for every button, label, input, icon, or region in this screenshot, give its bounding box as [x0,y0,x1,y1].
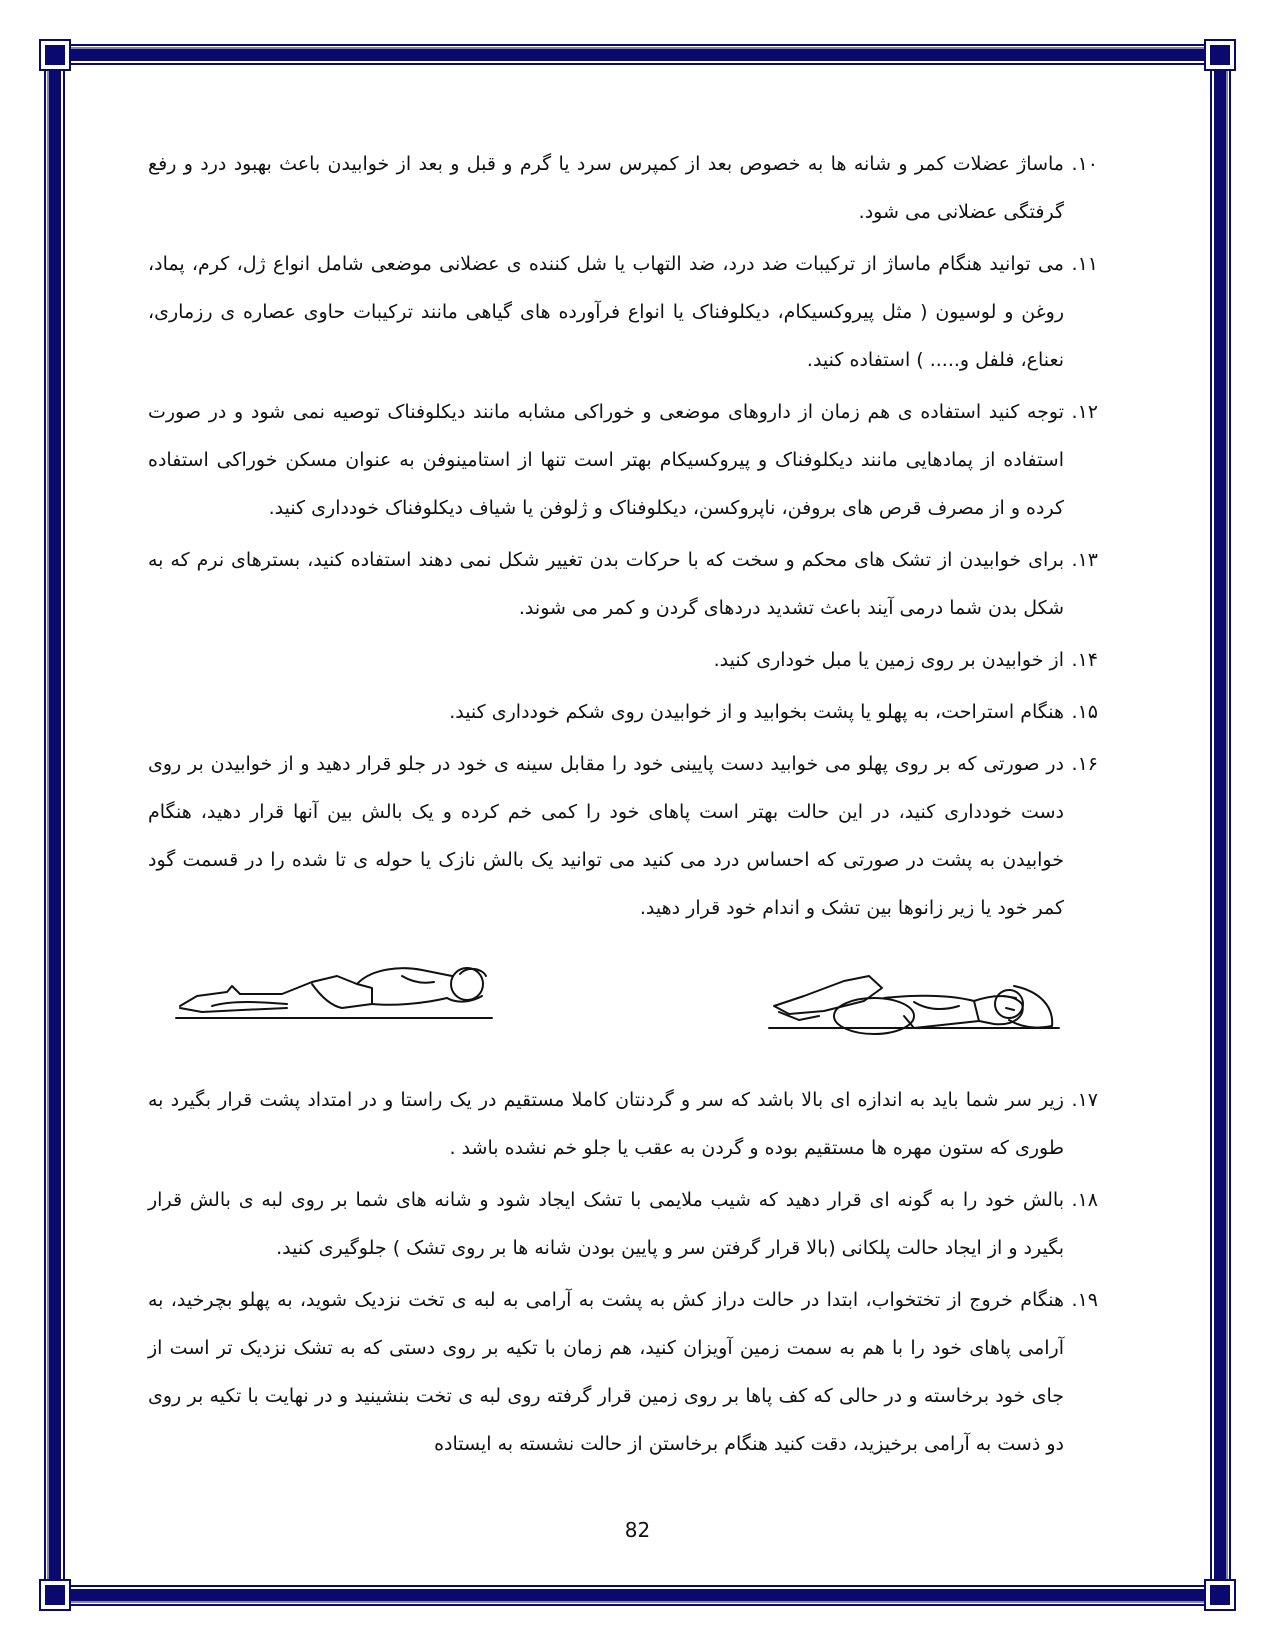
list-number: ۱۳. [1071,549,1098,571]
numbered-list-top [148,140,1098,932]
list-item-17 [148,1076,1098,1172]
page-content [148,140,1098,1472]
list-text: از خوابیدن بر روی زمین یا مبل خوداری کنید. [713,649,1064,671]
list-text: توجه کنید استفاده ی هم زمان از داروهای موضعی و خوراکی مشابه مانند دیکلوفناک توصیه نمی شود و در صورت استفاده از پمادهایی مانند دیکلوفناک و پیروکسیکام بهتر است تنها از استامینوفن به عنوان مسکن خوراکی استفاده کرده و از مصرف قرص های بروفن، ناپروکسن، دیکلوفناک و ژلوفن یا شیاف دیکلوفناک خودداری کنید. [148,401,1064,519]
list-number: ۱۶. [1071,753,1098,775]
list-text: در صورتی که بر روی پهلو می خوابید دست پایینی خود را مقابل سینه ی خود در جلو قرار دهید و از خوابیدن بر روی دست خودداری کنید، در این حالت بهتر است پاهای خود را کمی خم کرده و یک بالش بین آنها قرار دهید، هنگام خوابیدن به پشت در صورتی که احساس درد می کنید می توانید یک بالش نازک یا حوله ی تا شده را در قسمت گود کمر خود یا زیر زانوها بین تشک و اندام خود قرار دهید. [148,753,1064,919]
corner-ornament-bottom-left [40,1580,70,1610]
list-item-19 [148,1276,1098,1468]
list-text: ماساژ عضلات کمر و شانه ها به خصوص بعد از کمپرس سرد یا گرم و قبل و بعد از خوابیدن باعث بهبود درد و رفع گرفتگی عضلانی می شود. [148,153,1064,223]
sleeping-position-illustrations [148,938,1098,1068]
list-text: زیر سر شما باید به اندازه ای بالا باشد که سر و گردنتان کاملا مستقیم در یک راستا و در امتداد پشت قرار بگیرد به طوری که ستون مهره ها مستقیم بوده و گردن به عقب یا جلو خم نشده باشد . [148,1089,1064,1159]
list-item-16 [148,740,1098,932]
list-text: بالش خود را به گونه ای قرار دهید که شیب ملایمی با تشک ایجاد شود و شانه های شما بر روی لبه ی بالش قرار بگیرد و از ایجاد حالت پلکانی (بالا قرار گرفتن سر و پایین بودن شانه ها بر روی تشک ) جلوگیری کنید. [148,1189,1064,1259]
list-text: هنگام خروج از تختخواب، ابتدا در حالت دراز کش به پشت به آرامی به لبه ی تخت نزدیک شوید، به پهلو بچرخید، به آرامی پاهای خود را با هم به سمت زمین آویزان کنید، هم زمان با تکیه بر روی دستی که به تشک نزدیک تر است از جای خود برخاسته و در حالی که کف پاها بر روی زمین قرار گرفته روی لبه ی تخت بنشینید و در نهایت با تکیه بر روی دو ذست به آرامی برخیزید، دقت کنید هنگام برخاستن از حالت نشسته به ایستاده [148,1289,1064,1455]
list-number: ۱۹. [1071,1289,1098,1311]
corner-ornament-bottom-right [1205,1580,1235,1610]
list-item-13 [148,536,1098,632]
corner-ornament-top-left [40,40,70,70]
list-number: ۱۸. [1071,1189,1098,1211]
list-number: ۱۰. [1071,153,1098,175]
list-text: برای خوابیدن از تشک های محکم و سخت که با حرکات بدن تغییر شکل نمی دهند استفاده کنید، بسترهای نرم که به شکل بدن شما درمی آیند باعث تشدید دردهای گردن و کمر می شوند. [148,549,1064,619]
page-number: 82 [624,1518,651,1542]
list-number: ۱۱. [1071,253,1098,275]
numbered-list-bottom [148,1076,1098,1468]
back-sleeping-illustration [764,946,1064,1046]
list-number: ۱۵. [1071,701,1098,723]
list-number: ۱۲. [1071,401,1098,423]
list-item-12 [148,388,1098,532]
list-text: می توانید هنگام ماساژ از ترکیبات ضد درد، ضد التهاب یا شل کننده ی عضلانی موضعی شامل انواع ژل، کرم، پماد، روغن و لوسیون ( مثل پیروکسیکام، دیکلوفناک یا انواع فرآورده های گیاهی مانند ترکیبات حاوی عصاره ی رزماری، نعناع، فلفل و..... ) استفاده کنید. [148,253,1064,371]
side-sleeping-illustration [172,946,502,1026]
list-number: ۱۷. [1071,1089,1098,1111]
list-item-15 [148,688,1098,736]
list-item-18 [148,1176,1098,1272]
list-item-11 [148,240,1098,384]
list-number: ۱۴. [1071,649,1098,671]
list-item-10 [148,140,1098,236]
list-item-14 [148,636,1098,684]
corner-ornament-top-right [1205,40,1235,70]
list-text: هنگام استراحت، به پهلو یا پشت بخوابید و از خوابیدن روی شکم خودداری کنید. [449,701,1064,723]
